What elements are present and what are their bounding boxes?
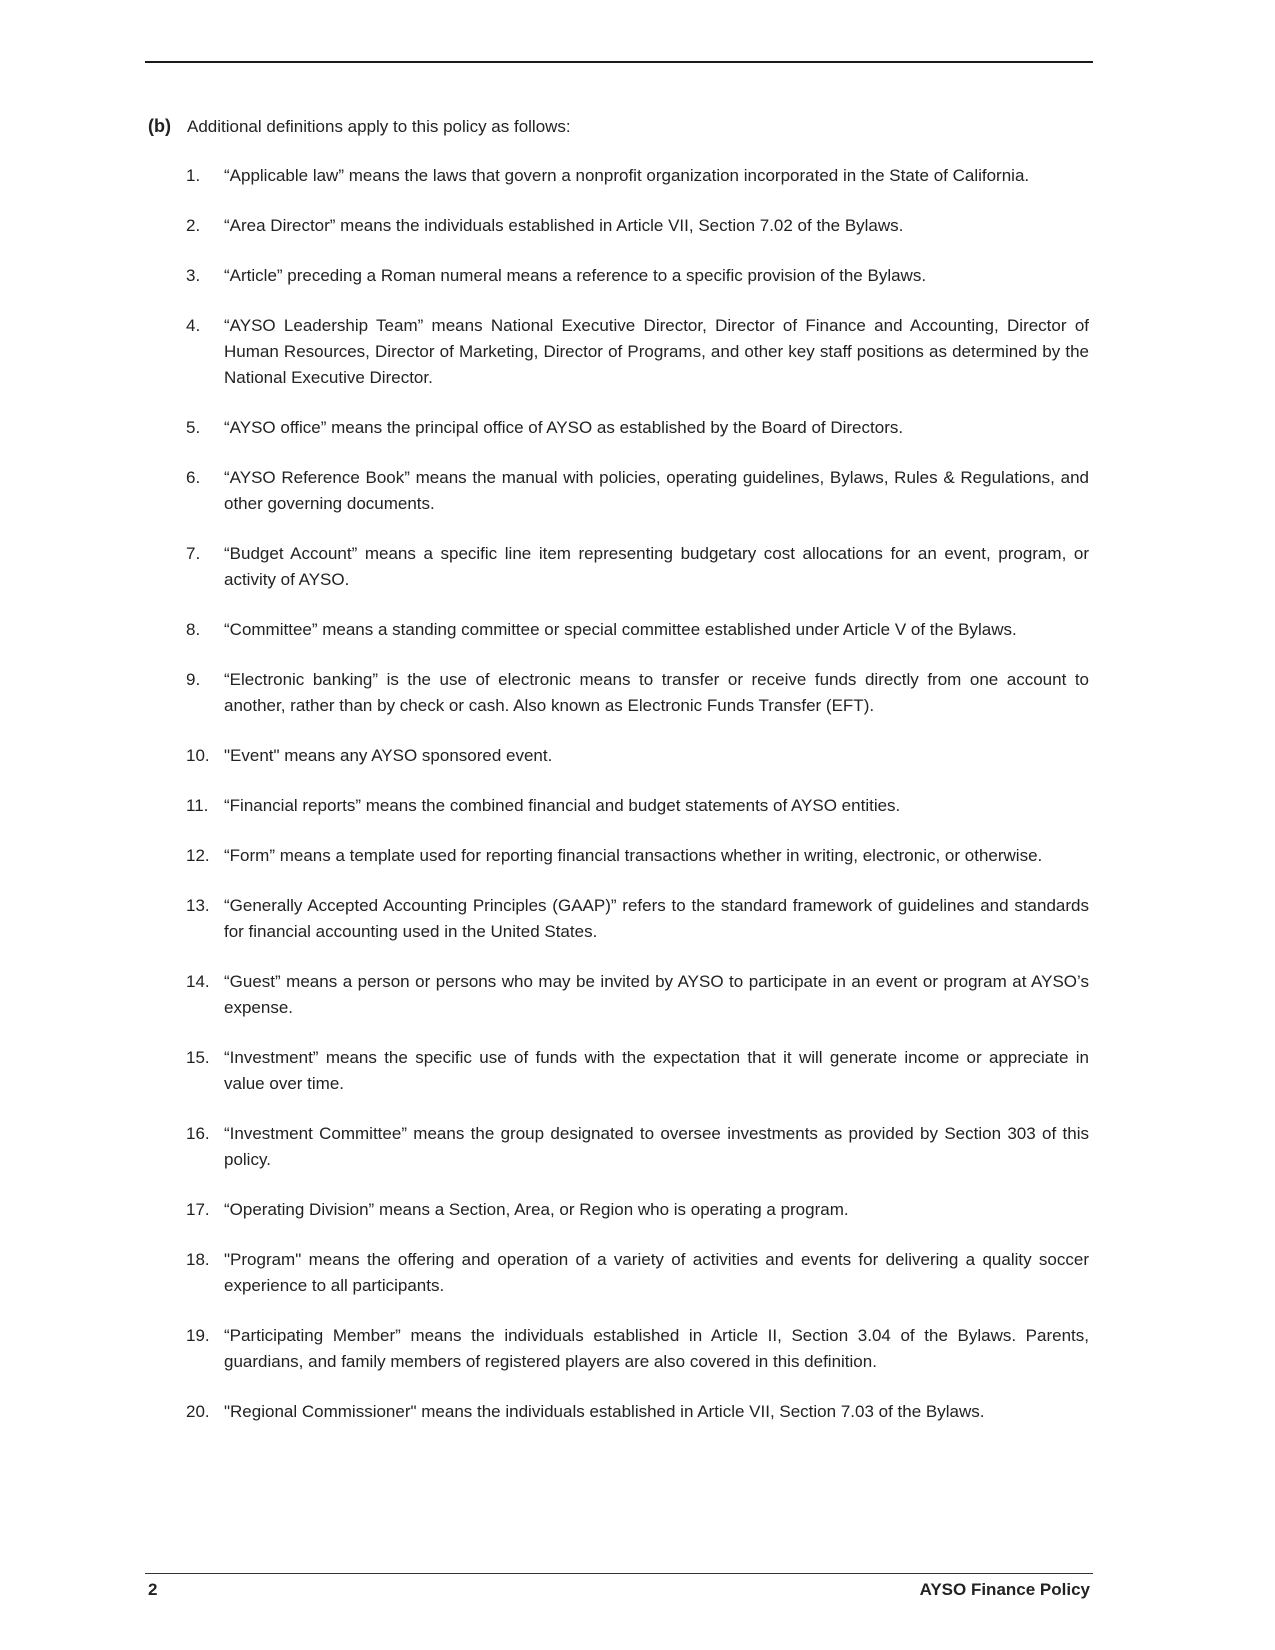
definition-text: “Investment” means the specific use of funds with the expectation that it will generate income or appreciate in value over time. [224,1048,1089,1093]
definition-text: “Participating Member” means the individuals established in Article II, Section 3.04 of the Bylaws. Parents, guardians, and family members of registered players are also covered in this definition. [224,1326,1089,1371]
definition-item [186,213,1089,239]
definition-text: “Form” means a template used for reporting financial transactions whether in writing, electronic, or otherwise. [224,846,1043,865]
definition-item [186,843,1089,869]
definition-text: “Applicable law” means the laws that govern a nonprofit organization incorporated in the State of California. [224,166,1030,185]
definition-text: "Program" means the offering and operation of a variety of activities and events for delivering a quality soccer experience to all participants. [224,1250,1089,1295]
definition-text: “AYSO Leadership Team” means National Executive Director, Director of Finance and Accounting, Director of Human Resources, Director of Marketing, Director of Programs, and other key staff positions as determined by the National Executive Director. [224,316,1089,387]
definition-item [186,263,1089,289]
definition-item [186,1247,1089,1299]
definition-text: “Budget Account” means a specific line item representing budgetary cost allocations for an event, program, or activity of AYSO. [224,544,1089,589]
definition-text: “Guest” means a person or persons who may be invited by AYSO to participate in an event or program at AYSO’s expense. [224,972,1089,1017]
definition-number: 13. [186,896,210,915]
definition-number: 17. [186,1200,210,1219]
definition-number: 4. [186,316,201,335]
definition-item [186,163,1089,189]
definition-text: “Area Director” means the individuals established in Article VII, Section 7.02 of the Bylaws. [224,216,904,235]
definition-number: 9. [186,670,201,689]
definition-text: "Regional Commissioner" means the individuals established in Article VII, Section 7.03 of the Bylaws. [224,1402,985,1421]
definition-text: “Investment Committee” means the group designated to oversee investments as provided by Section 303 of this policy. [224,1124,1089,1169]
definition-text: “Committee” means a standing committee or special committee established under Article V of the Bylaws. [224,620,1017,639]
definition-text: "Event" means any AYSO sponsored event. [224,746,553,765]
definition-number: 6. [186,468,201,487]
definition-number: 11. [186,796,209,815]
definition-number: 10. [186,746,210,765]
definition-text: “Article” preceding a Roman numeral means a reference to a specific provision of the Bylaws. [224,266,927,285]
definition-number: 5. [186,418,201,437]
definition-text: “Operating Division” means a Section, Area, or Region who is operating a program. [224,1200,849,1219]
definition-text: “AYSO Reference Book” means the manual with policies, operating guidelines, Bylaws, Rules & Regulations, and other governing documents. [224,468,1089,513]
section-heading [148,114,571,139]
page-number: 2 [148,1580,158,1599]
definition-number: 2. [186,216,201,235]
header-rule [145,61,1093,63]
definition-number: 1. [186,166,201,185]
definition-item [186,313,1089,391]
definition-item [186,617,1089,643]
definitions-list [186,163,1089,1449]
definition-text: “AYSO office” means the principal office of AYSO as established by the Board of Directors. [224,418,904,437]
definition-number: 14. [186,972,210,991]
definition-number: 8. [186,620,201,639]
definition-item [186,793,1089,819]
definition-number: 18. [186,1250,210,1269]
definition-item [186,541,1089,593]
definition-item [186,893,1089,945]
definition-number: 19. [186,1326,210,1345]
definition-text: “Financial reports” means the combined financial and budget statements of AYSO entities. [224,796,901,815]
definition-item [186,667,1089,719]
document-title: AYSO Finance Policy [919,1580,1090,1599]
definition-number: 3. [186,266,201,285]
definition-number: 7. [186,544,201,563]
section-marker: (b) [148,116,171,136]
definition-number: 16. [186,1124,210,1143]
definition-item [186,969,1089,1021]
section-intro: Additional definitions apply to this policy as follows: [187,117,571,136]
definition-text: “Generally Accepted Accounting Principles (GAAP)” refers to the standard framework of guidelines and standards for financial accounting used in the United States. [224,896,1089,941]
definition-number: 15. [186,1048,210,1067]
definition-item [186,743,1089,769]
definition-number: 12. [186,846,210,865]
footer-rule [145,1573,1093,1574]
definition-number: 20. [186,1402,210,1421]
definition-item [186,465,1089,517]
definition-item [186,1045,1089,1097]
definition-item [186,1197,1089,1223]
definition-item [186,1121,1089,1173]
definition-item [186,1323,1089,1375]
definition-item [186,415,1089,441]
definition-item [186,1399,1089,1425]
definition-text: “Electronic banking” is the use of electronic means to transfer or receive funds directly from one account to another, rather than by check or cash. Also known as Electronic Funds Transfer (EFT). [224,670,1089,715]
